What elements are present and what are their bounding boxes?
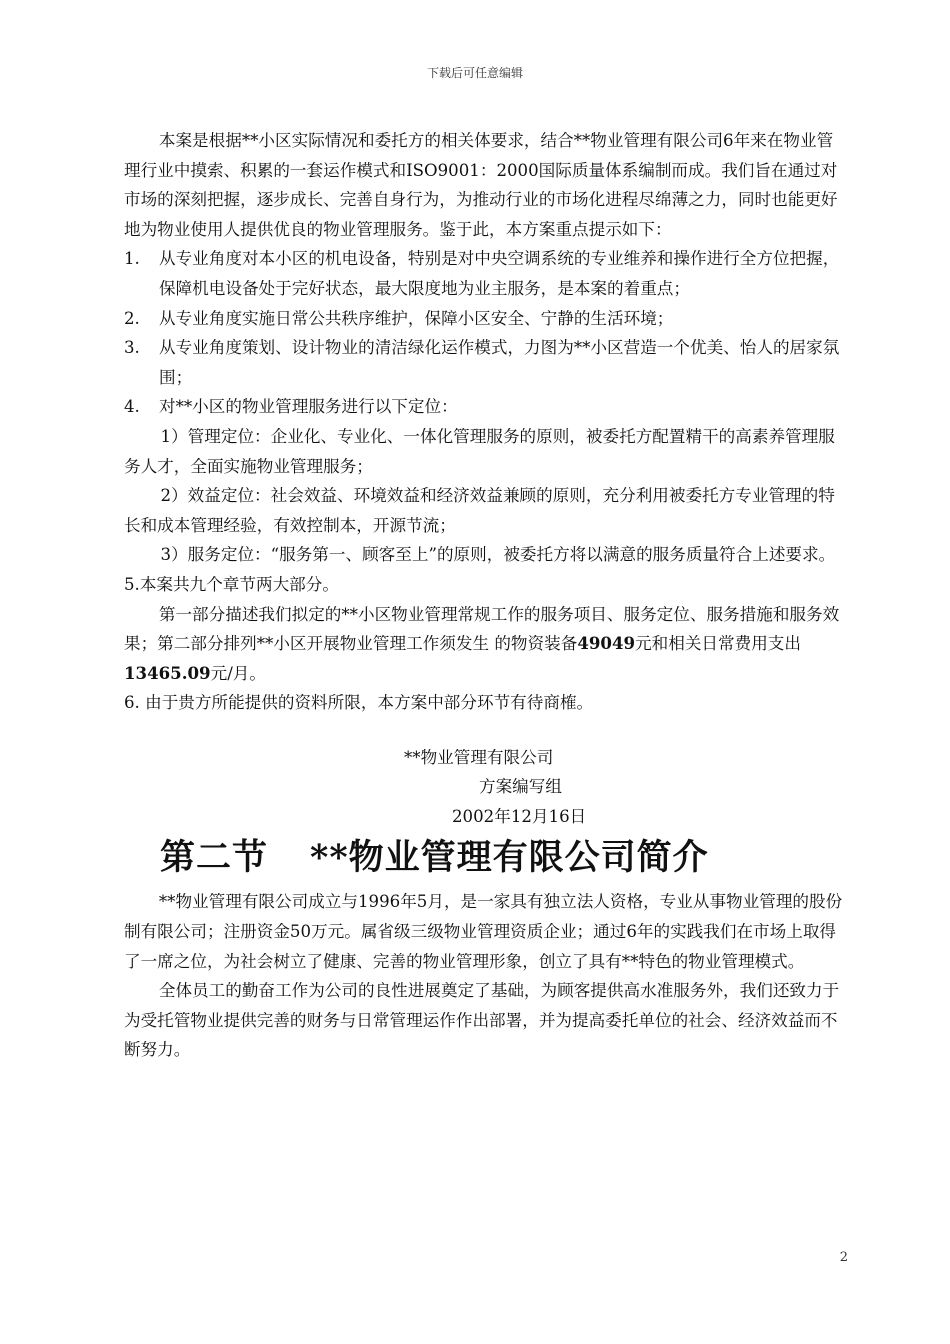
list-item-3 xyxy=(124,333,848,392)
list-text-1: 从专业角度对本小区的机电设备，特别是对中央空调系统的专业维养和操作进行全方位把握，保障机电设备处于完好状态，最大限度地为业主服务，是本案的着重点； xyxy=(159,249,840,298)
list-number-4: 4. xyxy=(124,397,140,417)
benefit-positioning: 2）效益定位：社会效益、环境效益和经济效益兼顾的原则，充分利用被委托方专业管理的特长和成本管理经验，有效控制本，开源节流； xyxy=(124,486,835,535)
document-content xyxy=(124,126,848,1065)
item-6: 6. 由于贵方所能提供的资料所限，本方案中部分环节有待商榷。 xyxy=(124,693,594,713)
signature-company: **物业管理有限公司 xyxy=(404,747,554,767)
company-intro xyxy=(124,887,848,1065)
list-item-4 xyxy=(124,392,848,422)
list-number-3: 3. xyxy=(124,338,140,358)
list-text-2: 从专业角度实施日常公共秩序维护，保障小区安全、宁静的生活环境； xyxy=(159,308,674,328)
service-positioning: 3）服务定位：“服务第一、顾客至上”的原则，被委托方将以满意的服务质量符合上述要求。 xyxy=(160,545,836,565)
parts-prefix: 第一部分描述我们拟定的**小区物业管理常规工作的服务项目、服务定位、服务措施和服务效果；第二部分排列**小区开展物业管理工作须发生 的物资装备 xyxy=(124,604,840,654)
signature-block xyxy=(124,743,848,832)
intro-paragraph: 本案是根据**小区实际情况和委托方的相关体要求，结合**物业管理有限公司6年来在物业管理行业中摸索、积累的一套运作模式和ISO9001：2000国际质量体系编制而成。我们旨在通过对市场的深刻把握，逐步成长、完善自身行为，为推动行业的市场化进程尽绵薄之力，同时也能更好地为物业使用人提供优良的物业管理服务。鉴于此，本方案重点提示如下： xyxy=(124,131,838,239)
parts-description xyxy=(124,600,848,689)
list-number-1: 1. xyxy=(124,249,140,269)
list-number-2: 2. xyxy=(124,308,140,328)
list-item-1 xyxy=(124,244,848,303)
monthly-amount: 13465.09 xyxy=(124,662,211,683)
list-item-2 xyxy=(124,304,848,334)
page-number: 2 xyxy=(839,1250,848,1265)
management-positioning: 1）管理定位：企业化、专业化、一体化管理服务的原则，被委托方配置精干的高素养管理服务人才，全面实施物业管理服务； xyxy=(124,426,835,476)
company-intro-paragraph-1: **物业管理有限公司成立与1996年5月，是一家具有独立法人资格，专业从事物业管理的股份制有限公司；注册资金50万元。属省级三级物业管理资质企业；通过6年的实践我们在市场上取得了一席之位，为社会树立了健康、完善的物业管理形象，创立了具有**特色的物业管理模式。 xyxy=(124,892,843,971)
company-intro-paragraph-2: 全体员工的勤奋工作为公司的良性进展奠定了基础，为顾客提供高水准服务外，我们还致力于为受托管物业提供完善的财务与日常管理运作作出部署，并为提高委托单位的社会、经济效益而不断努力。 xyxy=(124,981,840,1060)
signature-group: 方案编写组 xyxy=(479,777,562,797)
page-header-note: 下载后可任意编辑 xyxy=(426,66,523,80)
section-heading xyxy=(160,835,848,881)
section-label: 第二节 xyxy=(160,837,269,879)
signature-date: 2002年12月16日 xyxy=(452,806,587,826)
equipment-amount: 49049 xyxy=(577,633,636,654)
parts-middle: 元和相关日常费用支出 xyxy=(635,634,801,654)
item-5: 5.本案共九个章节两大部分。 xyxy=(124,574,339,594)
section-title: **物业管理有限公司简介 xyxy=(310,837,709,879)
list-text-3: 从专业角度策划、设计物业的清洁绿化运作模式，力图为**小区营造一个优美、怡人的居家氛围； xyxy=(159,338,840,387)
parts-suffix: 元/月。 xyxy=(210,663,266,683)
list-text-4: 对**小区的物业管理服务进行以下定位： xyxy=(159,397,458,417)
